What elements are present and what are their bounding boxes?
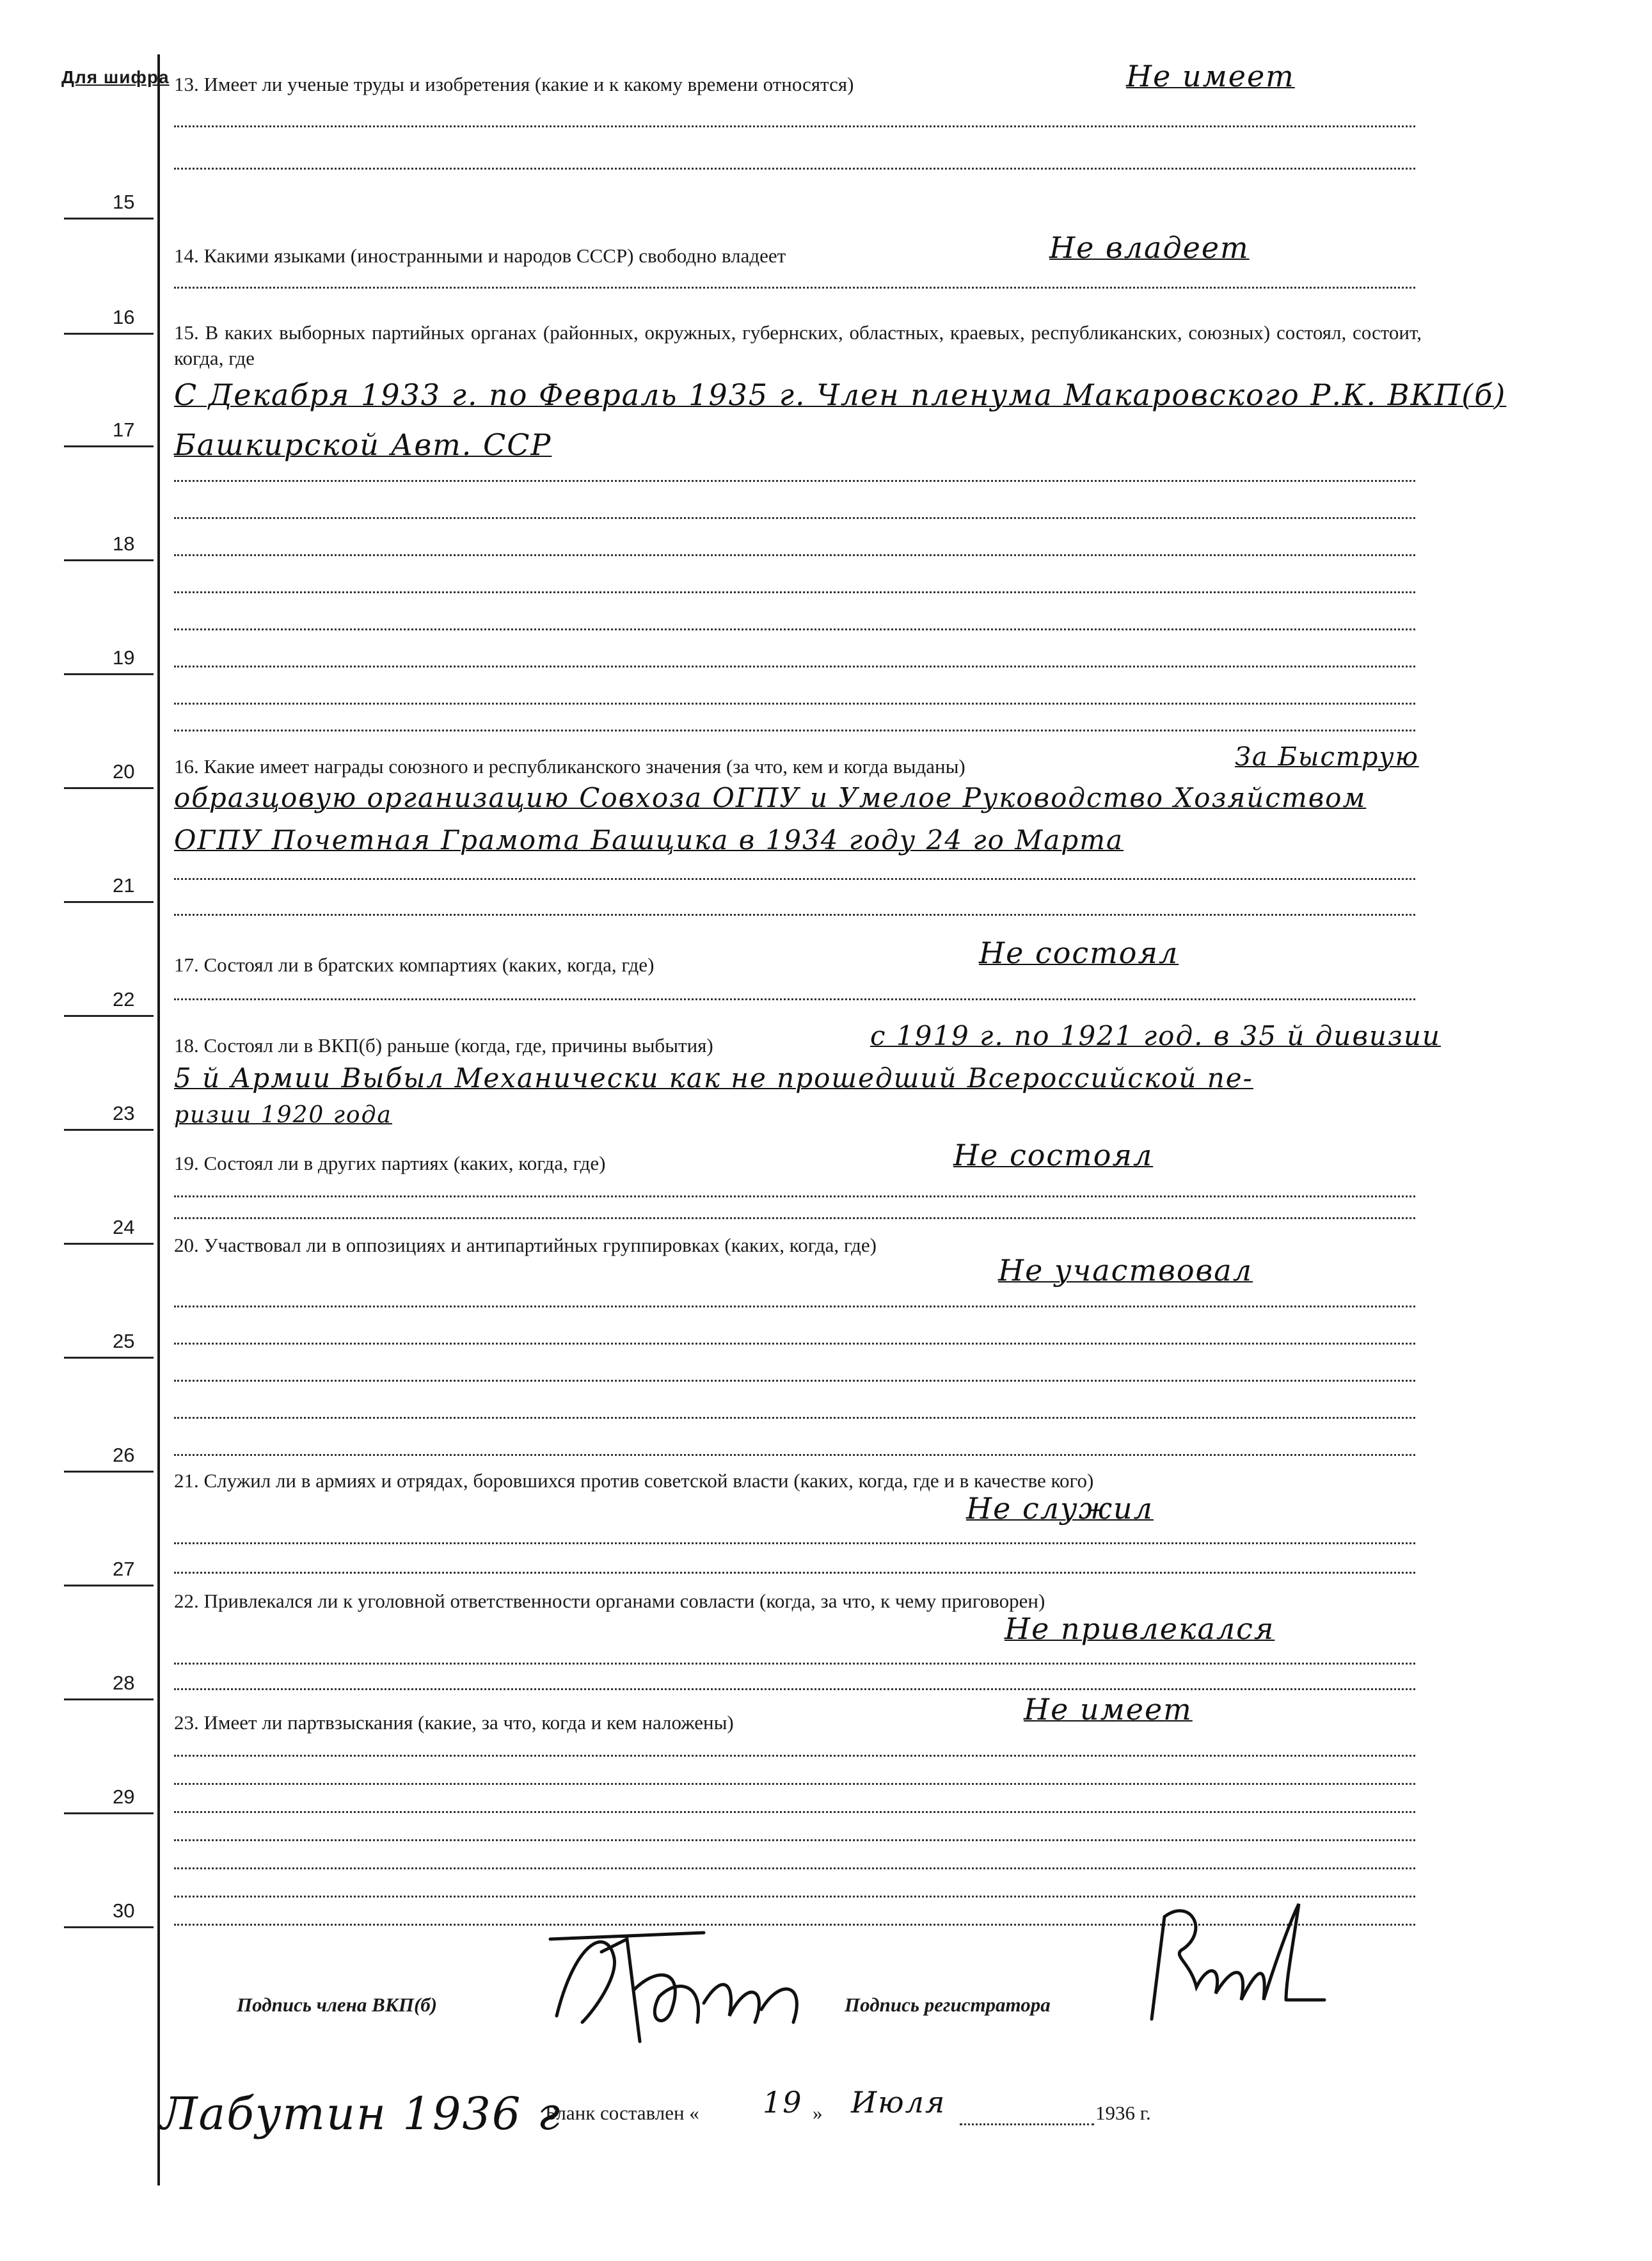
margin-number: 27 — [113, 1558, 135, 1580]
answer-line — [174, 666, 1415, 667]
answer-line — [174, 878, 1415, 880]
answer-line — [174, 1783, 1415, 1785]
margin-tick — [64, 1471, 154, 1473]
question-14: 14. Какими языками (иностранными и народов СССР) свободно владеет — [174, 244, 786, 267]
answer-19: Не состоял — [953, 1138, 1154, 1172]
answer-22: Не привлекался — [1005, 1611, 1275, 1646]
margin-tick — [64, 1926, 154, 1928]
margin-number: 29 — [113, 1786, 135, 1808]
margin-tick — [64, 901, 154, 903]
question-15: 15. В каких выборных партийных органах (районных, окружных, губернских, областных, краевых, республиканских, союзных) состоял, состоит, когда, где — [174, 321, 1422, 369]
answer-line — [174, 1417, 1415, 1419]
answer-line — [174, 591, 1415, 593]
answer-line — [174, 287, 1415, 289]
margin-number: 17 — [113, 419, 135, 441]
answer-15-line-2: Башкирской Авт. ССР — [174, 427, 552, 462]
margin-tick — [64, 1357, 154, 1359]
answer-line — [174, 480, 1415, 482]
question-21: 21. Служил ли в армиях и отрядах, боровшихся против советской власти (каких, когда, где и в качестве кого) — [174, 1469, 1094, 1492]
registrar-signature — [1139, 1891, 1331, 2038]
question-13: 13. Имеет ли ученые труды и изобретения (какие и к какому времени относятся) — [174, 73, 854, 95]
form-date-month: Июля — [851, 2085, 946, 2120]
answer-line — [174, 1195, 1415, 1197]
margin-tick — [64, 559, 154, 561]
form-date-year: 1936 г. — [1095, 2102, 1151, 2124]
answer-line — [174, 914, 1415, 916]
answer-line — [174, 517, 1415, 519]
cipher-header: Для шифра — [61, 67, 170, 87]
answer-line — [174, 730, 1415, 731]
answer-15-line-1: С Декабря 1933 г. по Февраль 1935 г. Член пленума Макаровского Р.К. ВКП(б) — [174, 378, 1507, 412]
answer-23: Не имеет — [1024, 1692, 1193, 1727]
question-16: 16. Какие имеет награды союзного и республиканского значения (за что, кем и когда выданы) — [174, 755, 965, 778]
answer-line — [174, 1811, 1415, 1813]
margin-number: 20 — [113, 760, 135, 783]
answer-21: Не служил — [966, 1491, 1154, 1526]
question-22: 22. Привлекался ли к уголовной ответственности органами совласти (когда, за что, к чему приговорен) — [174, 1590, 1045, 1612]
answer-14: Не владеет — [1049, 230, 1250, 265]
member-signature — [537, 1913, 845, 2061]
margin-tick — [64, 218, 154, 220]
answer-line — [174, 628, 1415, 630]
answer-line — [174, 554, 1415, 556]
margin-number: 24 — [113, 1216, 135, 1238]
answer-18-line-2: 5 й Армии Выбыл Механически как не прошедший Всероссийской пе- — [174, 1062, 1253, 1094]
margin-number: 15 — [113, 191, 135, 213]
margin-tick — [64, 673, 154, 675]
answer-line — [174, 1688, 1415, 1690]
answer-line — [174, 1380, 1415, 1382]
answer-line — [174, 1217, 1415, 1219]
answer-line — [174, 168, 1415, 170]
date-line — [960, 2123, 1094, 2125]
margin-number: 19 — [113, 646, 135, 669]
margin-tick — [64, 445, 154, 447]
form-date-day: 19 — [763, 2085, 803, 2120]
answer-16-line-3: ОГПУ Почетная Грамота Башцика в 1934 году 24 го Марта — [174, 824, 1124, 856]
margin-rule — [157, 54, 160, 2185]
margin-number: 28 — [113, 1672, 135, 1694]
question-20: 20. Участвовал ли в оппозициях и антипартийных группировках (каких, когда, где) — [174, 1234, 877, 1256]
answer-13: Не имеет — [1126, 59, 1295, 93]
answer-line — [174, 1839, 1415, 1841]
answer-line — [174, 1343, 1415, 1345]
answer-20: Не участвовал — [998, 1253, 1253, 1288]
answer-line — [174, 1454, 1415, 1456]
answer-line — [174, 1542, 1415, 1544]
registrar-signature-label: Подпись регистратора — [845, 1993, 1051, 2016]
margin-number: 21 — [113, 874, 135, 897]
margin-number: 26 — [113, 1444, 135, 1466]
margin-number: 18 — [113, 532, 135, 555]
form-date-mid: » — [813, 2102, 823, 2124]
margin-tick — [64, 787, 154, 789]
form-date-prefix: Бланк составлен « — [545, 2102, 699, 2124]
answer-line — [174, 998, 1415, 1000]
answer-17: Не состоял — [979, 936, 1179, 970]
question-17: 17. Состоял ли в братских компартиях (каких, когда, где) — [174, 954, 655, 976]
margin-tick — [64, 1812, 154, 1814]
margin-number: 16 — [113, 306, 135, 328]
margin-number: 25 — [113, 1330, 135, 1352]
margin-number: 30 — [113, 1899, 135, 1922]
answer-18-line-1: с 1919 г. по 1921 год. в 35 й дивизии — [870, 1020, 1441, 1051]
answer-18-line-3: ризии 1920 года — [174, 1102, 392, 1128]
answer-line — [174, 703, 1415, 705]
answer-line — [174, 1867, 1415, 1869]
bottom-note: Лабутин 1936 г — [160, 2088, 562, 2140]
question-19: 19. Состоял ли в других партиях (каких, когда, где) — [174, 1152, 606, 1174]
margin-number: 22 — [113, 988, 135, 1011]
answer-line — [174, 1572, 1415, 1574]
answer-line — [174, 1755, 1415, 1757]
question-23: 23. Имеет ли партвзыскания (какие, за что, когда и кем наложены) — [174, 1711, 734, 1734]
answer-line — [174, 1306, 1415, 1307]
answer-line — [174, 125, 1415, 127]
margin-tick — [64, 1243, 154, 1245]
margin-tick — [64, 1015, 154, 1017]
margin-number: 23 — [113, 1102, 135, 1124]
member-signature-label: Подпись члена ВКП(б) — [237, 1993, 438, 2016]
answer-16-line-1: За Быструю — [1235, 742, 1419, 772]
answer-16-line-2: образцовую организацию Совхоза ОГПУ и Умелое Руководство Хозяйством — [174, 782, 1367, 813]
margin-tick — [64, 1698, 154, 1700]
margin-tick — [64, 1129, 154, 1131]
margin-tick — [64, 1585, 154, 1586]
margin-tick — [64, 333, 154, 335]
question-18: 18. Состоял ли в ВКП(б) раньше (когда, где, причины выбытия) — [174, 1034, 713, 1057]
answer-line — [174, 1663, 1415, 1665]
